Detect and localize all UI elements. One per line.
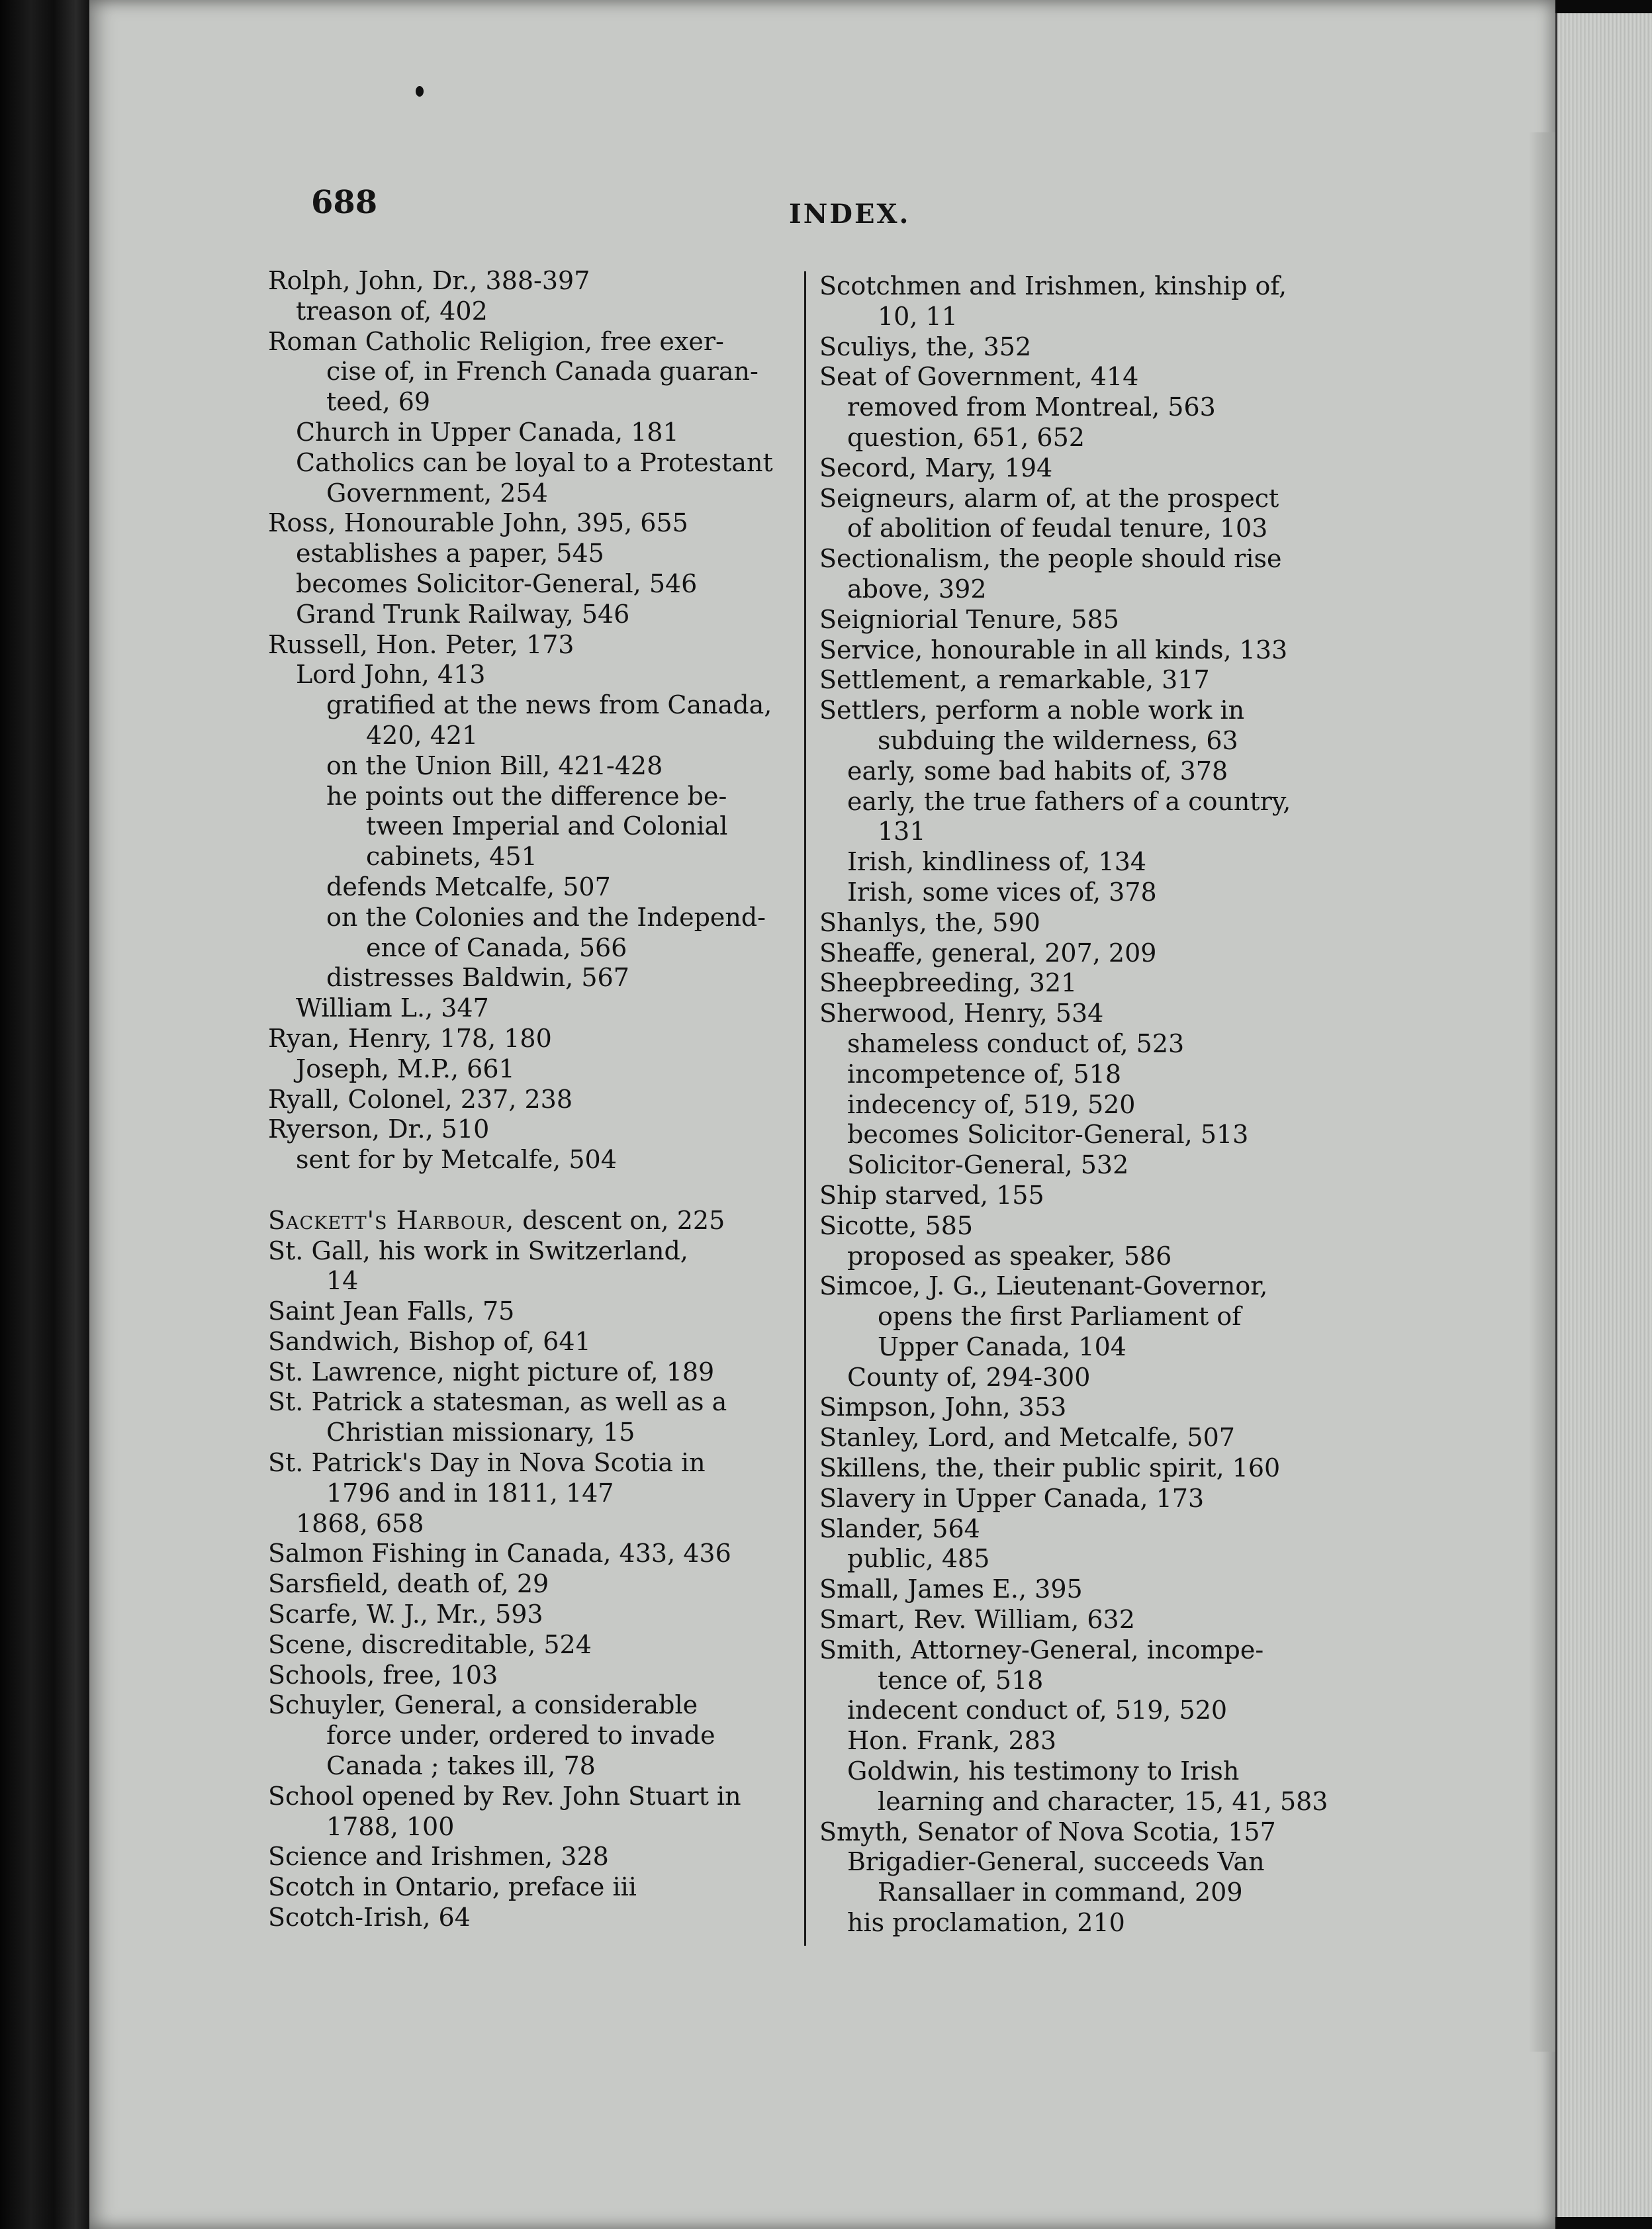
index-entry: establishes a paper, 545 bbox=[296, 539, 604, 569]
index-entry: Small, James E., 395 bbox=[819, 1574, 1083, 1604]
index-column-left bbox=[268, 266, 798, 1933]
index-entry: Joseph, M.P., 661 bbox=[296, 1054, 515, 1083]
index-entry: Canada ; takes ill, 78 bbox=[326, 1751, 596, 1781]
index-entry: Science and Irishmen, 328 bbox=[268, 1842, 609, 1872]
index-entry: early, some bad habits of, 378 bbox=[847, 756, 1228, 786]
index-entry: Smyth, Senator of Nova Scotia, 157 bbox=[819, 1817, 1276, 1846]
page-curl-shadow bbox=[1529, 132, 1555, 2052]
index-entry: Irish, some vices of, 378 bbox=[847, 877, 1157, 907]
index-entry: Ryall, Colonel, 237, 238 bbox=[268, 1084, 573, 1114]
index-entry: Seigneurs, alarm of, at the prospect bbox=[819, 483, 1279, 513]
index-entry: 14 bbox=[326, 1266, 359, 1296]
page-edge-stack bbox=[1555, 13, 1652, 2217]
index-entry: question, 651, 652 bbox=[847, 422, 1085, 452]
index-entry: Scarfe, W. J., Mr., 593 bbox=[268, 1600, 543, 1629]
index-entry: above, 392 bbox=[847, 574, 987, 604]
index-entry: Roman Catholic Religion, free exer- bbox=[268, 326, 724, 356]
index-entry: Seat of Government, 414 bbox=[819, 362, 1139, 392]
index-entry-smallcaps: Sackett's Harbour, bbox=[268, 1205, 515, 1235]
index-entry: indecent conduct of, 519, 520 bbox=[847, 1696, 1228, 1725]
index-entry: subduing the wilderness, 63 bbox=[878, 725, 1238, 755]
index-entry: 1796 and in 1811, 147 bbox=[326, 1478, 614, 1508]
index-entry: Christian missionary, 15 bbox=[326, 1418, 635, 1447]
index-entry: Schuyler, General, a considerable bbox=[268, 1690, 698, 1720]
index-entry: Schools, free, 103 bbox=[268, 1660, 498, 1690]
index-entry: Smith, Attorney-General, incompe- bbox=[819, 1635, 1264, 1664]
index-entry: Ryerson, Dr., 510 bbox=[268, 1114, 490, 1144]
index-entry: early, the true fathers of a country, bbox=[847, 786, 1291, 816]
index-entry: public, 485 bbox=[847, 1544, 990, 1574]
index-entry: Stanley, Lord, and Metcalfe, 507 bbox=[819, 1423, 1235, 1453]
index-entry bbox=[268, 1175, 798, 1206]
index-entry: Catholics can be loyal to a Protestant bbox=[296, 447, 773, 477]
index-entry: St. Patrick a statesman, as well as a bbox=[268, 1387, 727, 1417]
index-entry: on the Colonies and the Independ- bbox=[326, 902, 766, 932]
index-entry: Grand Trunk Railway, 546 bbox=[296, 599, 630, 629]
index-column-right bbox=[819, 271, 1481, 1938]
index-entry: Simcoe, J. G., Lieutenant-Governor, bbox=[819, 1271, 1268, 1301]
index-entry: Scotch-Irish, 64 bbox=[268, 1903, 471, 1933]
index-entry: ence of Canada, 566 bbox=[366, 933, 627, 962]
index-entry: Saint Jean Falls, 75 bbox=[268, 1296, 515, 1326]
index-entry: indecency of, 519, 520 bbox=[847, 1089, 1136, 1119]
index-entry: force under, ordered to invade bbox=[326, 1721, 715, 1751]
index-entry: his proclamation, 210 bbox=[847, 1908, 1125, 1938]
index-entry: distresses Baldwin, 567 bbox=[326, 963, 629, 993]
index-entry: sent for by Metcalfe, 504 bbox=[296, 1145, 617, 1175]
index-entry: becomes Solicitor-General, 546 bbox=[296, 569, 698, 598]
column-divider bbox=[804, 271, 806, 1946]
index-entry: Sculiys, the, 352 bbox=[819, 332, 1032, 361]
index-entry: cise of, in French Canada guaran- bbox=[326, 357, 758, 387]
index-entry: Brigadier-General, succeeds Van bbox=[847, 1847, 1265, 1877]
index-entry: Scene, discreditable, 524 bbox=[268, 1629, 592, 1659]
index-entry: 131 bbox=[878, 817, 926, 846]
index-entry: learning and character, 15, 41, 583 bbox=[878, 1786, 1328, 1816]
index-entry: 1868, 658 bbox=[296, 1508, 424, 1538]
page-number: 688 bbox=[311, 184, 378, 221]
index-entry: Rolph, John, Dr., 388-397 bbox=[268, 266, 590, 295]
index-entry: Government, 254 bbox=[326, 478, 548, 508]
index-entry: Smart, Rev. William, 632 bbox=[819, 1605, 1135, 1635]
index-entry: Sherwood, Henry, 534 bbox=[819, 999, 1104, 1028]
index-entry: Sheepbreeding, 321 bbox=[819, 968, 1078, 998]
index-entry: treason of, 402 bbox=[296, 296, 488, 326]
index-entry: Hon. Frank, 283 bbox=[847, 1726, 1057, 1756]
index-entry: Russell, Hon. Peter, 173 bbox=[268, 629, 574, 659]
index-entry: he points out the difference be- bbox=[326, 781, 727, 811]
index-entry: William L., 347 bbox=[296, 993, 489, 1023]
index-entry: School opened by Rev. John Stuart in bbox=[268, 1781, 741, 1811]
book-spine bbox=[0, 0, 89, 2229]
index-entry: 420, 421 bbox=[366, 720, 479, 750]
index-entry: removed from Montreal, 563 bbox=[847, 392, 1216, 422]
index-entry: Church in Upper Canada, 181 bbox=[296, 417, 679, 447]
index-entry: St. Patrick's Day in Nova Scotia in bbox=[268, 1448, 706, 1478]
index-entry: Ship starved, 155 bbox=[819, 1180, 1044, 1210]
index-entry: gratified at the news from Canada, bbox=[326, 690, 772, 720]
index-entry: Irish, kindliness of, 134 bbox=[847, 847, 1147, 877]
index-entry: proposed as speaker, 586 bbox=[847, 1241, 1172, 1271]
index-entry: tence of, 518 bbox=[878, 1665, 1044, 1695]
index-entry: County of, 294-300 bbox=[847, 1362, 1091, 1392]
index-entry: Goldwin, his testimony to Irish bbox=[847, 1756, 1240, 1786]
index-entry: cabinets, 451 bbox=[366, 842, 537, 872]
index-entry: Sackett's Harbour, descent on, 225 bbox=[268, 1205, 725, 1235]
index-entry: of abolition of feudal tenure, 103 bbox=[847, 514, 1268, 543]
ink-speck bbox=[416, 86, 424, 97]
running-head: INDEX. bbox=[789, 199, 911, 230]
index-entry: Service, honourable in all kinds, 133 bbox=[819, 635, 1288, 664]
index-entry: St. Gall, his work in Switzerland, bbox=[268, 1236, 688, 1265]
index-entry: incompetence of, 518 bbox=[847, 1059, 1121, 1089]
index-entry: St. Lawrence, night picture of, 189 bbox=[268, 1357, 715, 1387]
index-entry: Simpson, John, 353 bbox=[819, 1392, 1067, 1422]
index-entry: shameless conduct of, 523 bbox=[847, 1028, 1185, 1058]
index-entry: on the Union Bill, 421-428 bbox=[326, 751, 663, 780]
index-entry: Seigniorial Tenure, 585 bbox=[819, 604, 1119, 634]
index-entry: opens the first Parliament of bbox=[878, 1302, 1242, 1332]
index-entry: Sectionalism, the people should rise bbox=[819, 544, 1282, 574]
index-entry: Solicitor-General, 532 bbox=[847, 1150, 1129, 1180]
index-entry: Salmon Fishing in Canada, 433, 436 bbox=[268, 1539, 731, 1569]
index-entry: 10, 11 bbox=[878, 301, 958, 331]
index-entry: Slander, 564 bbox=[819, 1514, 980, 1543]
index-entry: Settlement, a remarkable, 317 bbox=[819, 665, 1210, 695]
index-entry: Skillens, the, their public spirit, 160 bbox=[819, 1453, 1281, 1483]
index-entry: Slavery in Upper Canada, 173 bbox=[819, 1483, 1205, 1513]
index-entry: Lord John, 413 bbox=[296, 660, 486, 690]
index-entry: Ransallaer in command, 209 bbox=[878, 1878, 1243, 1907]
index-entry: Settlers, perform a noble work in bbox=[819, 696, 1245, 725]
index-entry: tween Imperial and Colonial bbox=[366, 811, 728, 841]
index-entry: Sheaffe, general, 207, 209 bbox=[819, 938, 1157, 968]
index-entry: Sarsfield, death of, 29 bbox=[268, 1569, 549, 1599]
index-entry: Sandwich, Bishop of, 641 bbox=[268, 1326, 591, 1356]
index-entry: Scotchmen and Irishmen, kinship of, bbox=[819, 271, 1287, 300]
index-entry: Ryan, Henry, 178, 180 bbox=[268, 1023, 552, 1053]
index-entry: Secord, Mary, 194 bbox=[819, 453, 1053, 482]
index-entry: Upper Canada, 104 bbox=[878, 1332, 1126, 1361]
index-entry: Ross, Honourable John, 395, 655 bbox=[268, 508, 688, 538]
index-entry: Scotch in Ontario, preface iii bbox=[268, 1872, 637, 1902]
index-entry: 1788, 100 bbox=[326, 1811, 455, 1841]
index-entry: Shanlys, the, 590 bbox=[819, 907, 1040, 937]
index-entry: teed, 69 bbox=[326, 387, 431, 417]
index-entry: defends Metcalfe, 507 bbox=[326, 872, 611, 901]
index-entry: becomes Solicitor-General, 513 bbox=[847, 1120, 1249, 1150]
index-entry: Sicotte, 585 bbox=[819, 1210, 974, 1240]
